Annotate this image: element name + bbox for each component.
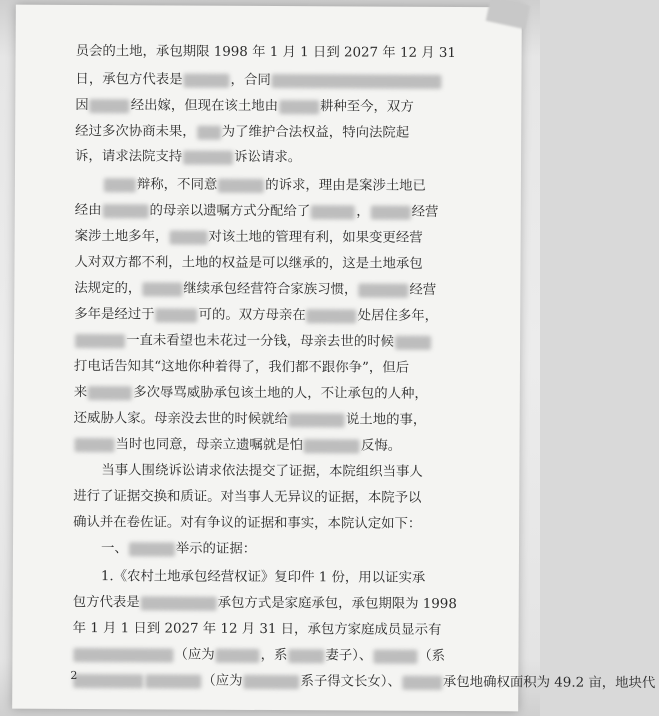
redaction [75,333,125,347]
redaction [90,99,130,113]
redaction [142,282,182,296]
text-line: 员会的土地，承包期限 1998 年 1 月 1 日到 2027 年 12 月 31 [75,43,456,61]
redaction [288,649,324,663]
redaction [103,204,149,218]
text-line: （应为 ，系 妻子）、 （系 [72,646,445,666]
redaction [373,649,417,663]
redaction [304,439,360,453]
redaction [73,673,143,687]
redaction [243,674,299,688]
text-line: 法规定的， 继续承包经营符合家族习惯， 经营 [74,280,437,298]
redaction [279,100,319,114]
page-fold-corner [486,0,530,29]
redaction [358,283,408,297]
redaction [169,230,207,244]
redaction [141,596,217,610]
redaction [307,309,357,323]
text-line: 多年是经过于 可的。双方母亲在 处居住多年， [74,306,439,324]
redaction [272,74,442,89]
redaction [184,73,230,87]
text-line: 经过多次协商未果， 为了维护合法权益，特向法院起 [75,123,410,141]
text-line: 年 1 月 1 日到 2027 年 12 月 31 日，承包方家庭成员显示有 [72,620,442,638]
redaction [402,675,442,689]
redaction [88,386,132,400]
text-line: 1.《农村土地承包经营权证》复印件 1 份，用以证实承 [100,569,426,586]
redaction [371,205,411,219]
text-line: 诉，请求法院支持 诉讼请求。 [75,148,302,166]
text-line: 一直未看望也未花过一分钱，母亲去世的时候 [74,332,432,352]
redaction [129,542,175,556]
redaction [395,335,431,349]
text-line: 辩称，不同意 的诉求，理由是案涉土地已 [103,176,426,196]
redaction [216,648,260,662]
redaction [104,178,136,192]
text-line: 一、 举示的证据： [100,541,257,557]
text-line: 打电话告知其“这地你种着得了，我们都不跟你争”，但后 [73,358,410,376]
text-line: 当时也同意，母亲立遗嘱就是怕 反悔。 [73,436,401,456]
redaction [75,437,115,451]
text-line: 当事人围绕诉讼请求依法提交了证据，本院组织当事人 [101,463,423,480]
text-line: 还威胁人家。母亲没去世的时候就给 说土地的事， [73,410,427,428]
text-line: 来 多次辱骂威胁承包该土地的人，不让承包的人种， [73,384,428,402]
text-line: 包方代表是 承包方式是家庭承包，承包期限为 1998 [72,594,457,612]
redaction [145,674,201,688]
text-line: 因 经出嫁，但现在该土地由 耕种至今，双方 [75,97,414,115]
page-number: 2 [70,668,78,683]
redaction [197,125,221,139]
redaction [289,413,345,427]
redaction [183,150,233,164]
redaction [218,178,264,192]
redaction [73,647,173,662]
text-line: 案涉土地多年， 对该土地的管理有利，如果变更经营 [74,228,423,246]
text-line: 进行了证据交换和质证。对当事人无异议的证据，本院予以 [73,488,422,506]
text-line: 确认并在卷佐证。对有争议的证据和事实，本院认定如下： [73,514,422,532]
text-segment: 承包地确权面积为 49.2 亩，地块代 [442,674,656,692]
text-line: 人对双方都不利，土地的权益是可以继承的，这是土地承包 [74,254,423,272]
document-page [12,5,656,712]
redaction [311,205,355,219]
text-line: 日，承包方代表是 ，合同 [75,71,442,91]
text-line: （应为 系子得文长女）、 承包地确权面积为 49.2 亩，地块代 [72,672,655,693]
redaction [156,308,198,322]
text-line: 经由 的母亲以遗嘱方式分配给了 ， 经营 [74,202,439,220]
